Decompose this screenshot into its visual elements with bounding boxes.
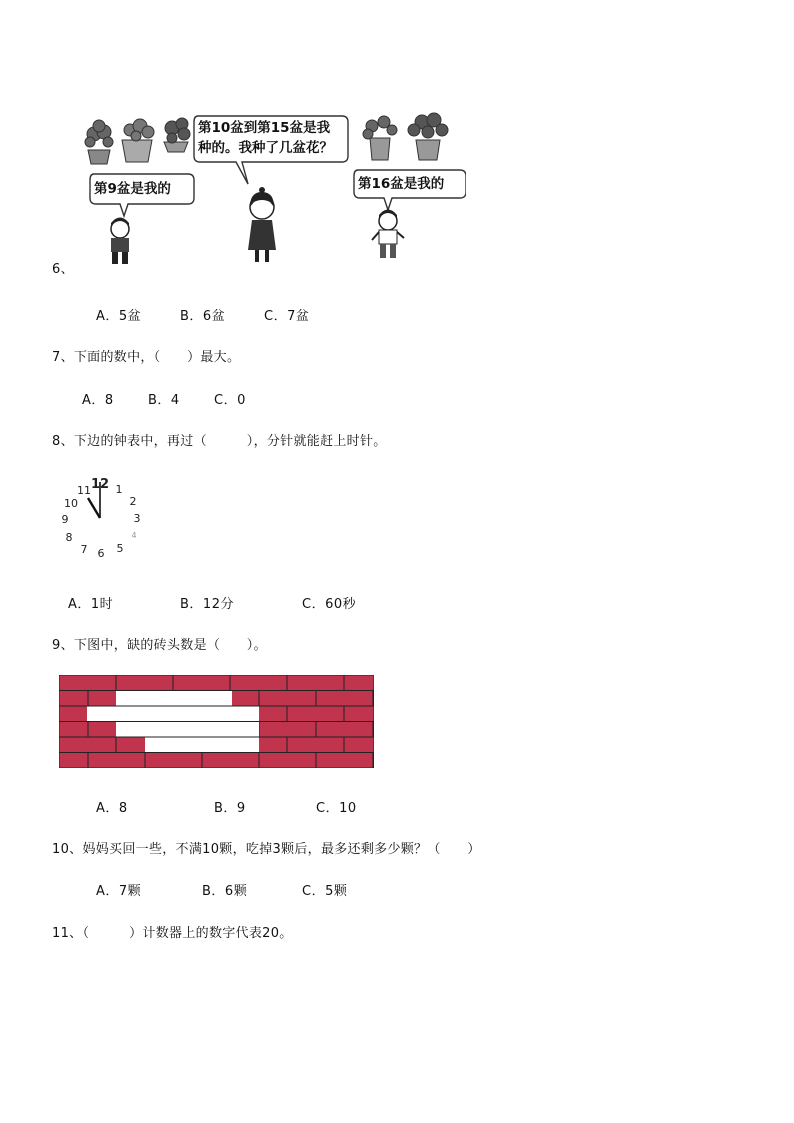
q9-option-b[interactable]: B．9 bbox=[214, 801, 246, 816]
clock-number-8: 8 bbox=[65, 531, 73, 544]
girl-speech-line2: 种的。我种了几盆花？ bbox=[198, 140, 333, 156]
brick bbox=[259, 753, 316, 769]
brick bbox=[145, 753, 202, 769]
clock-figure bbox=[56, 472, 148, 564]
clock-number-1: 1 bbox=[115, 483, 123, 496]
brick bbox=[259, 691, 316, 707]
q7-option-b[interactable]: B．4 bbox=[148, 393, 180, 408]
missing-bricks-gap bbox=[116, 691, 232, 707]
boy-icon bbox=[111, 218, 129, 265]
brick bbox=[59, 722, 88, 738]
q8-option-a[interactable]: A．1时 bbox=[68, 597, 114, 612]
flower-pot-icon bbox=[85, 120, 113, 164]
flowers-illustration bbox=[80, 112, 466, 267]
q6-option-c[interactable]: C．7盆 bbox=[264, 309, 310, 324]
clock-number-3: 3 bbox=[133, 512, 141, 525]
question-6-number: 6、 bbox=[52, 262, 74, 277]
q10-option-c[interactable]: C．5颗 bbox=[302, 884, 348, 899]
clock-number-10: 10 bbox=[64, 497, 78, 510]
q7-option-c[interactable]: C．0 bbox=[214, 393, 246, 408]
clock-number-9: 9 bbox=[61, 513, 69, 526]
q8-option-c[interactable]: C．60秒 bbox=[302, 597, 357, 612]
girl-icon bbox=[248, 187, 276, 262]
missing-bricks-gap bbox=[145, 738, 259, 754]
question-11-text: 11、（ ）计数器上的数字代表20。 bbox=[52, 926, 293, 941]
brick bbox=[287, 706, 344, 722]
left-boy-speech: 第9盆是我的 bbox=[94, 181, 171, 197]
flower-pot-icon bbox=[122, 119, 154, 162]
brick bbox=[373, 722, 374, 738]
missing-bricks-gap bbox=[116, 722, 259, 738]
brick bbox=[116, 675, 173, 691]
question-7-text: 7、下面的数中，（ ）最大。 bbox=[52, 350, 241, 365]
brick bbox=[59, 691, 88, 707]
q9-option-a[interactable]: A．8 bbox=[96, 801, 128, 816]
girl-speech-line1: 第10盆到第15盆是我 bbox=[198, 120, 331, 136]
brick bbox=[373, 753, 374, 769]
q6-option-b[interactable]: B．6盆 bbox=[180, 309, 226, 324]
q8-option-b[interactable]: B．12分 bbox=[180, 597, 234, 612]
brick bbox=[344, 675, 374, 691]
clock-number-4: 4 bbox=[131, 531, 137, 540]
brick bbox=[316, 722, 373, 738]
brick bbox=[230, 675, 287, 691]
brick bbox=[287, 737, 344, 753]
q6-option-a[interactable]: A．5盆 bbox=[96, 309, 142, 324]
brick-wall-figure bbox=[59, 675, 374, 768]
question-10-text: 10、妈妈买回一些，不满10颗，吃掉3颗后，最多还剩多少颗？（ ） bbox=[52, 842, 481, 857]
missing-bricks-gap bbox=[87, 707, 259, 723]
brick bbox=[173, 675, 230, 691]
brick bbox=[59, 753, 88, 769]
clock-number-12: 12 bbox=[90, 477, 110, 492]
q7-option-a[interactable]: A．8 bbox=[82, 393, 114, 408]
brick bbox=[59, 675, 116, 691]
flower-pot-icon bbox=[408, 113, 448, 160]
brick bbox=[259, 722, 316, 738]
brick bbox=[202, 753, 259, 769]
brick bbox=[88, 753, 145, 769]
question-8-text: 8、下边的钟表中，再过（ ），分针就能赶上时针。 bbox=[52, 434, 387, 449]
flower-pot-icon bbox=[363, 116, 397, 160]
brick bbox=[316, 691, 373, 707]
clock-number-5: 5 bbox=[116, 542, 124, 555]
clock-number-6: 6 bbox=[97, 547, 105, 560]
clock-number-7: 7 bbox=[80, 543, 88, 556]
q10-option-b[interactable]: B．6颗 bbox=[202, 884, 248, 899]
hour-hand bbox=[88, 498, 100, 518]
clock-number-2: 2 bbox=[129, 495, 137, 508]
brick bbox=[373, 691, 374, 707]
boy-icon bbox=[372, 210, 404, 259]
clock-icon bbox=[56, 472, 148, 564]
clock-number-11: 11 bbox=[77, 484, 91, 497]
brick bbox=[59, 737, 116, 753]
right-boy-speech: 第16盆是我的 bbox=[358, 176, 445, 192]
q10-option-a[interactable]: A．7颗 bbox=[96, 884, 142, 899]
flower-pot-icon bbox=[164, 118, 190, 152]
brick bbox=[316, 753, 373, 769]
q9-option-c[interactable]: C．10 bbox=[316, 801, 357, 816]
brick bbox=[344, 737, 374, 753]
question-9-text: 9、下图中，缺的砖头数是（ ）。 bbox=[52, 638, 267, 653]
brick bbox=[344, 706, 374, 722]
brick-wall bbox=[59, 675, 374, 768]
brick bbox=[287, 675, 344, 691]
